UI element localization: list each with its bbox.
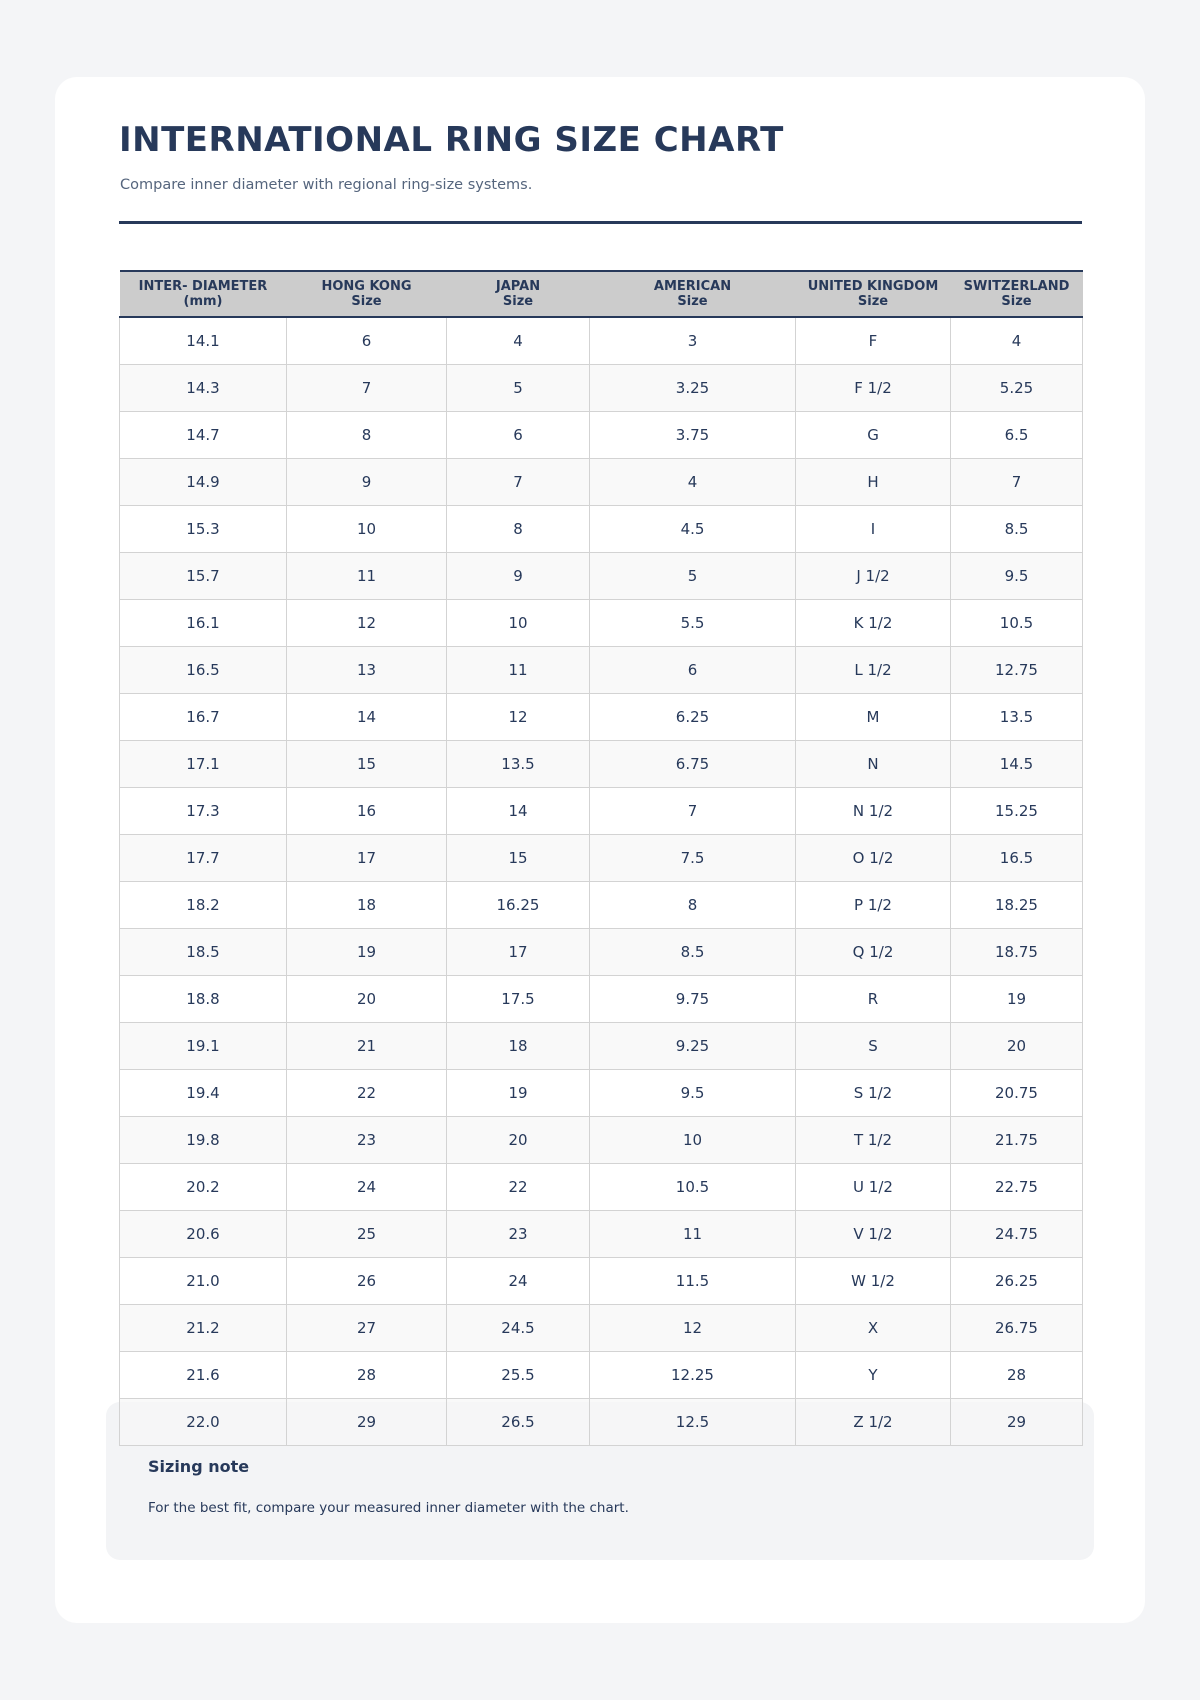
cell-diameter: 14.7 <box>120 412 287 459</box>
table-row <box>120 1117 1083 1164</box>
cell-diameter: 16.5 <box>120 647 287 694</box>
cell-japan: 10 <box>447 600 590 647</box>
cell-japan: 13.5 <box>447 741 590 788</box>
cell-hong-kong: 18 <box>287 882 447 929</box>
cell-hong-kong: 10 <box>287 506 447 553</box>
table-row <box>120 976 1083 1023</box>
cell-switzerland: 26.75 <box>951 1305 1083 1352</box>
cell-diameter: 14.9 <box>120 459 287 506</box>
table-row <box>120 1399 1083 1446</box>
cell-american: 8 <box>590 882 796 929</box>
column-header-unit: Size <box>502 294 534 309</box>
cell-switzerland: 24.75 <box>951 1211 1083 1258</box>
cell-diameter: 18.8 <box>120 976 287 1023</box>
cell-diameter: 17.7 <box>120 835 287 882</box>
cell-japan: 26.5 <box>447 1399 590 1446</box>
cell-american: 6 <box>590 647 796 694</box>
cell-japan: 16.25 <box>447 882 590 929</box>
column-header-diameter <box>120 271 287 317</box>
cell-united-kingdom: M <box>796 694 951 741</box>
cell-american: 7 <box>590 788 796 835</box>
cell-hong-kong: 15 <box>287 741 447 788</box>
cell-hong-kong: 24 <box>287 1164 447 1211</box>
cell-diameter: 19.8 <box>120 1117 287 1164</box>
table-row <box>120 412 1083 459</box>
table-row <box>120 317 1083 365</box>
cell-american: 3.75 <box>590 412 796 459</box>
cell-switzerland: 4 <box>951 317 1083 365</box>
cell-united-kingdom: Z 1/2 <box>796 1399 951 1446</box>
page-subtitle: Compare inner diameter with regional ring-size systems. <box>120 177 533 193</box>
cell-japan: 17 <box>447 929 590 976</box>
cell-hong-kong: 16 <box>287 788 447 835</box>
cell-switzerland: 8.5 <box>951 506 1083 553</box>
cell-switzerland: 13.5 <box>951 694 1083 741</box>
cell-hong-kong: 14 <box>287 694 447 741</box>
cell-united-kingdom: I <box>796 506 951 553</box>
cell-switzerland: 18.25 <box>951 882 1083 929</box>
cell-united-kingdom: T 1/2 <box>796 1117 951 1164</box>
cell-hong-kong: 7 <box>287 365 447 412</box>
cell-japan: 24 <box>447 1258 590 1305</box>
cell-switzerland: 20 <box>951 1023 1083 1070</box>
cell-american: 4.5 <box>590 506 796 553</box>
cell-diameter: 15.7 <box>120 553 287 600</box>
cell-diameter: 17.1 <box>120 741 287 788</box>
table-row <box>120 459 1083 506</box>
title-divider <box>119 221 1082 224</box>
cell-switzerland: 21.75 <box>951 1117 1083 1164</box>
column-header-label: AMERICAN <box>653 279 732 294</box>
cell-hong-kong: 29 <box>287 1399 447 1446</box>
cell-switzerland: 28 <box>951 1352 1083 1399</box>
cell-diameter: 21.6 <box>120 1352 287 1399</box>
ring-size-card <box>55 77 1145 1623</box>
table-row <box>120 1070 1083 1117</box>
table-row <box>120 1352 1083 1399</box>
cell-diameter: 16.7 <box>120 694 287 741</box>
cell-american: 12.25 <box>590 1352 796 1399</box>
cell-united-kingdom: L 1/2 <box>796 647 951 694</box>
cell-japan: 12 <box>447 694 590 741</box>
cell-united-kingdom: F 1/2 <box>796 365 951 412</box>
cell-hong-kong: 13 <box>287 647 447 694</box>
cell-japan: 14 <box>447 788 590 835</box>
table-row <box>120 741 1083 788</box>
cell-switzerland: 15.25 <box>951 788 1083 835</box>
cell-japan: 7 <box>447 459 590 506</box>
table-row <box>120 647 1083 694</box>
column-header-label: SWITZERLAND <box>963 279 1070 294</box>
cell-japan: 11 <box>447 647 590 694</box>
cell-american: 7.5 <box>590 835 796 882</box>
table-row <box>120 882 1083 929</box>
cell-diameter: 21.0 <box>120 1258 287 1305</box>
cell-american: 4 <box>590 459 796 506</box>
table-row <box>120 365 1083 412</box>
cell-switzerland: 14.5 <box>951 741 1083 788</box>
cell-american: 10.5 <box>590 1164 796 1211</box>
table-row <box>120 1211 1083 1258</box>
cell-japan: 8 <box>447 506 590 553</box>
cell-hong-kong: 19 <box>287 929 447 976</box>
table-row <box>120 506 1083 553</box>
cell-hong-kong: 9 <box>287 459 447 506</box>
cell-diameter: 19.1 <box>120 1023 287 1070</box>
cell-diameter: 16.1 <box>120 600 287 647</box>
cell-american: 11.5 <box>590 1258 796 1305</box>
cell-american: 6.75 <box>590 741 796 788</box>
cell-switzerland: 26.25 <box>951 1258 1083 1305</box>
cell-hong-kong: 28 <box>287 1352 447 1399</box>
column-header-unit: (mm) <box>183 294 223 309</box>
note-title: Sizing note <box>148 1457 250 1476</box>
cell-hong-kong: 23 <box>287 1117 447 1164</box>
column-header-united-kingdom <box>796 271 951 317</box>
cell-united-kingdom: S <box>796 1023 951 1070</box>
cell-japan: 9 <box>447 553 590 600</box>
cell-switzerland: 16.5 <box>951 835 1083 882</box>
table-row <box>120 1305 1083 1352</box>
cell-american: 3 <box>590 317 796 365</box>
column-header-label: JAPAN <box>495 279 541 294</box>
column-header-hong-kong <box>287 271 447 317</box>
cell-japan: 20 <box>447 1117 590 1164</box>
table-row <box>120 553 1083 600</box>
cell-american: 12 <box>590 1305 796 1352</box>
cell-diameter: 20.6 <box>120 1211 287 1258</box>
cell-diameter: 20.2 <box>120 1164 287 1211</box>
cell-american: 11 <box>590 1211 796 1258</box>
cell-diameter: 22.0 <box>120 1399 287 1446</box>
cell-japan: 17.5 <box>447 976 590 1023</box>
cell-diameter: 14.1 <box>120 317 287 365</box>
cell-japan: 25.5 <box>447 1352 590 1399</box>
cell-diameter: 17.3 <box>120 788 287 835</box>
cell-hong-kong: 20 <box>287 976 447 1023</box>
table-row <box>120 835 1083 882</box>
cell-japan: 15 <box>447 835 590 882</box>
cell-japan: 22 <box>447 1164 590 1211</box>
cell-switzerland: 6.5 <box>951 412 1083 459</box>
cell-switzerland: 12.75 <box>951 647 1083 694</box>
table-row <box>120 1258 1083 1305</box>
cell-switzerland: 20.75 <box>951 1070 1083 1117</box>
cell-hong-kong: 21 <box>287 1023 447 1070</box>
cell-diameter: 18.2 <box>120 882 287 929</box>
table-row <box>120 788 1083 835</box>
cell-japan: 24.5 <box>447 1305 590 1352</box>
cell-hong-kong: 6 <box>287 317 447 365</box>
page-title: INTERNATIONAL RING SIZE CHART <box>119 120 784 160</box>
table-body <box>120 317 1083 1446</box>
table-row <box>120 929 1083 976</box>
cell-united-kingdom: J 1/2 <box>796 553 951 600</box>
column-header-label: HONG KONG <box>321 279 412 294</box>
cell-united-kingdom: H <box>796 459 951 506</box>
cell-american: 5.5 <box>590 600 796 647</box>
column-header-unit: Size <box>1001 294 1032 309</box>
cell-japan: 6 <box>447 412 590 459</box>
column-header-american <box>590 271 796 317</box>
cell-diameter: 19.4 <box>120 1070 287 1117</box>
cell-united-kingdom: O 1/2 <box>796 835 951 882</box>
cell-diameter: 18.5 <box>120 929 287 976</box>
cell-united-kingdom: Q 1/2 <box>796 929 951 976</box>
cell-united-kingdom: K 1/2 <box>796 600 951 647</box>
ring-size-table <box>119 270 1083 1446</box>
header-row <box>120 271 1083 317</box>
cell-american: 12.5 <box>590 1399 796 1446</box>
column-header-label: UNITED KINGDOM <box>807 279 939 294</box>
cell-american: 9.5 <box>590 1070 796 1117</box>
cell-united-kingdom: Y <box>796 1352 951 1399</box>
cell-japan: 19 <box>447 1070 590 1117</box>
cell-hong-kong: 25 <box>287 1211 447 1258</box>
cell-japan: 18 <box>447 1023 590 1070</box>
column-header-switzerland <box>951 271 1083 317</box>
cell-united-kingdom: P 1/2 <box>796 882 951 929</box>
cell-american: 10 <box>590 1117 796 1164</box>
cell-united-kingdom: N 1/2 <box>796 788 951 835</box>
cell-japan: 23 <box>447 1211 590 1258</box>
cell-united-kingdom: X <box>796 1305 951 1352</box>
cell-hong-kong: 8 <box>287 412 447 459</box>
cell-japan: 4 <box>447 317 590 365</box>
cell-hong-kong: 12 <box>287 600 447 647</box>
cell-switzerland: 29 <box>951 1399 1083 1446</box>
cell-switzerland: 18.75 <box>951 929 1083 976</box>
cell-american: 9.25 <box>590 1023 796 1070</box>
cell-united-kingdom: U 1/2 <box>796 1164 951 1211</box>
cell-hong-kong: 22 <box>287 1070 447 1117</box>
cell-united-kingdom: G <box>796 412 951 459</box>
cell-hong-kong: 27 <box>287 1305 447 1352</box>
table-header <box>120 271 1083 317</box>
cell-american: 9.75 <box>590 976 796 1023</box>
cell-hong-kong: 11 <box>287 553 447 600</box>
cell-japan: 5 <box>447 365 590 412</box>
table-row <box>120 1164 1083 1211</box>
cell-american: 5 <box>590 553 796 600</box>
cell-switzerland: 7 <box>951 459 1083 506</box>
cell-american: 6.25 <box>590 694 796 741</box>
table-row <box>120 1023 1083 1070</box>
cell-switzerland: 19 <box>951 976 1083 1023</box>
cell-switzerland: 22.75 <box>951 1164 1083 1211</box>
cell-switzerland: 5.25 <box>951 365 1083 412</box>
cell-united-kingdom: F <box>796 317 951 365</box>
cell-united-kingdom: W 1/2 <box>796 1258 951 1305</box>
cell-hong-kong: 26 <box>287 1258 447 1305</box>
cell-diameter: 14.3 <box>120 365 287 412</box>
cell-united-kingdom: R <box>796 976 951 1023</box>
cell-diameter: 21.2 <box>120 1305 287 1352</box>
cell-switzerland: 9.5 <box>951 553 1083 600</box>
cell-united-kingdom: N <box>796 741 951 788</box>
note-text: For the best fit, compare your measured inner diameter with the chart. <box>148 1500 629 1516</box>
cell-american: 3.25 <box>590 365 796 412</box>
cell-united-kingdom: V 1/2 <box>796 1211 951 1258</box>
column-header-unit: Size <box>351 294 382 309</box>
column-header-unit: Size <box>857 294 889 309</box>
table-row <box>120 694 1083 741</box>
column-header-japan <box>447 271 590 317</box>
cell-united-kingdom: S 1/2 <box>796 1070 951 1117</box>
cell-switzerland: 10.5 <box>951 600 1083 647</box>
cell-american: 8.5 <box>590 929 796 976</box>
cell-hong-kong: 17 <box>287 835 447 882</box>
column-header-label: INTER- DIAMETER <box>138 279 268 294</box>
column-header-unit: Size <box>677 294 708 309</box>
table-row <box>120 600 1083 647</box>
cell-diameter: 15.3 <box>120 506 287 553</box>
